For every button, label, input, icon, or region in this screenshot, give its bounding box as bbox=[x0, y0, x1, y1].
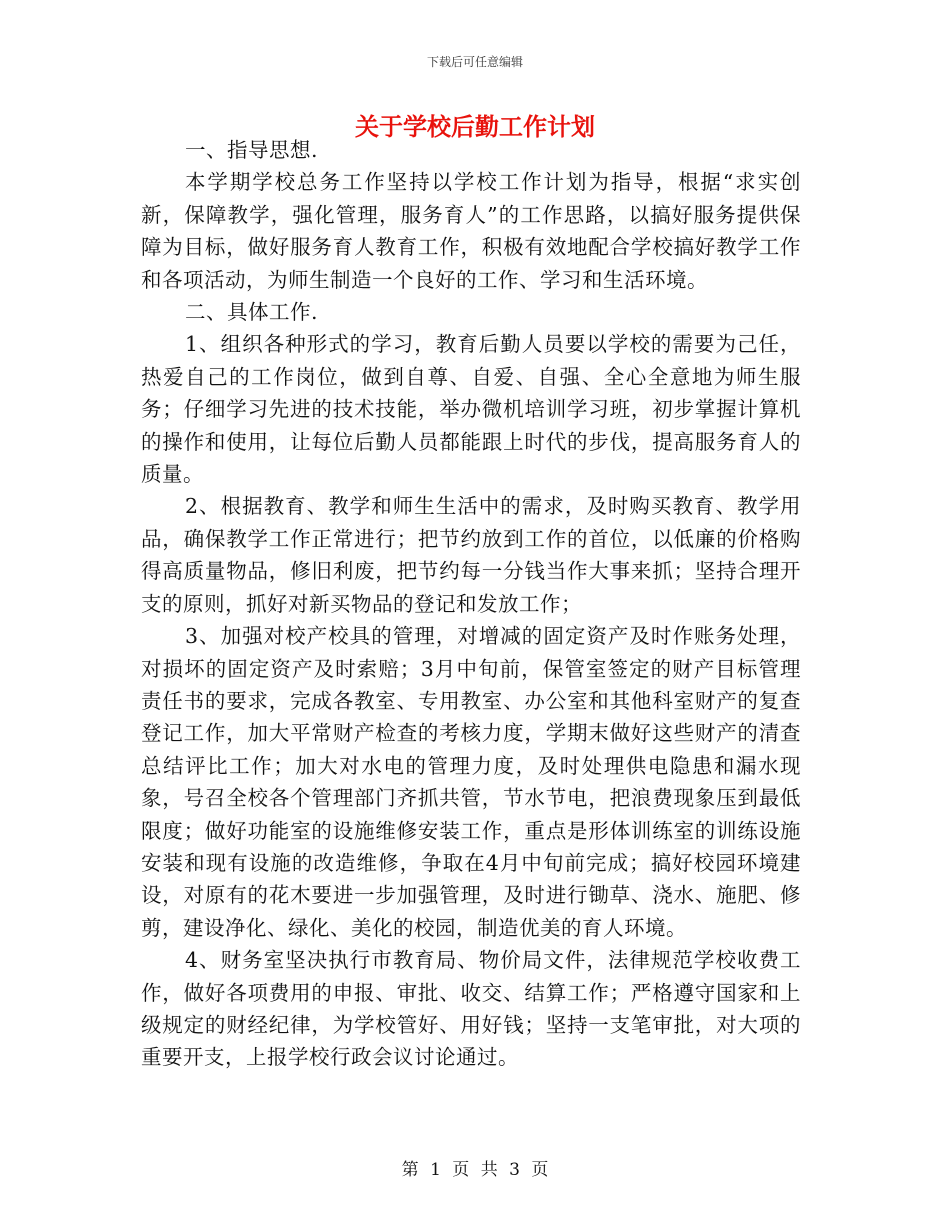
paragraph-item-1: 1、组织各种形式的学习，教育后勤人员要以学校的需要为己任，热爱自己的工作岗位，做到自尊、自爱、自强、全心全意地为师生服务；仔细学习先进的技术技能，举办微机培训学习班，初步掌握计算机的操作和使用，让每位后勤人员都能跟上时代的步伐，提高服务育人的质量。 bbox=[141, 332, 801, 487]
document-body bbox=[141, 134, 801, 1074]
section-heading-specific-work: 二、具体工作. bbox=[185, 300, 319, 325]
page-footer: 第 1 页 共 3 页 bbox=[401, 1160, 549, 1180]
paragraph-intro: 本学期学校总务工作坚持以学校工作计划为指导，根据“求实创新，保障教学，强化管理，服务育人”的工作思路，以搞好服务提供保障为目标，做好服务育人教育工作，积极有效地配合学校搞好教学工作和各项活动，为师生制造一个良好的工作、学习和生活环境。 bbox=[141, 170, 801, 292]
section-heading-guiding-thought: 一、指导思想. bbox=[185, 138, 319, 162]
paragraph-item-2: 2、根据教育、教学和师生生活中的需求，及时购买教育、教学用品，确保教学工作正常进行；把节约放到工作的首位，以低廉的价格购得高质量物品，修旧利废，把节约每一分钱当作大事来抓；坚持合理开支的原则，抓好对新买物品的登记和发放工作； bbox=[141, 494, 801, 616]
header-note: 下载后可任意编辑 bbox=[426, 55, 523, 69]
document-title: 关于学校后勤工作计划 bbox=[355, 113, 595, 141]
paragraph-item-4: 4、财务室坚决执行市教育局、物价局文件，法律规范学校收费工作，做好各项费用的申报、审批、收交、结算工作；严格遵守国家和上级规定的财经纪律，为学校管好、用好钱；坚持一支笔审批，对大项的重要开支，上报学校行政会议讨论通过。 bbox=[141, 948, 801, 1070]
paragraph-item-3: 3、加强对校产校具的管理，对增减的固定资产及时作账务处理，对损坏的固定资产及时索赔；3月中旬前，保管室签定的财产目标管理责任书的要求，完成各教室、专用教室、办公室和其他科室财产的复查登记工作，加大平常财产检查的考核力度，学期末做好这些财产的清查总结评比工作；加大对水电的管理力度，及时处理供电隐患和漏水现象，号召全校各个管理部门齐抓共管，节水节电，把浪费现象压到最低限度；做好功能室的设施维修安装工作，重点是形体训练室的训练设施安装和现有设施的改造维修，争取在4月中旬前完成；搞好校园环境建设，对原有的花木要进一步加强管理，及时进行锄草、浇水、施肥、修剪，建设净化、绿化、美化的校园，制造优美的育人环境。 bbox=[141, 624, 801, 940]
